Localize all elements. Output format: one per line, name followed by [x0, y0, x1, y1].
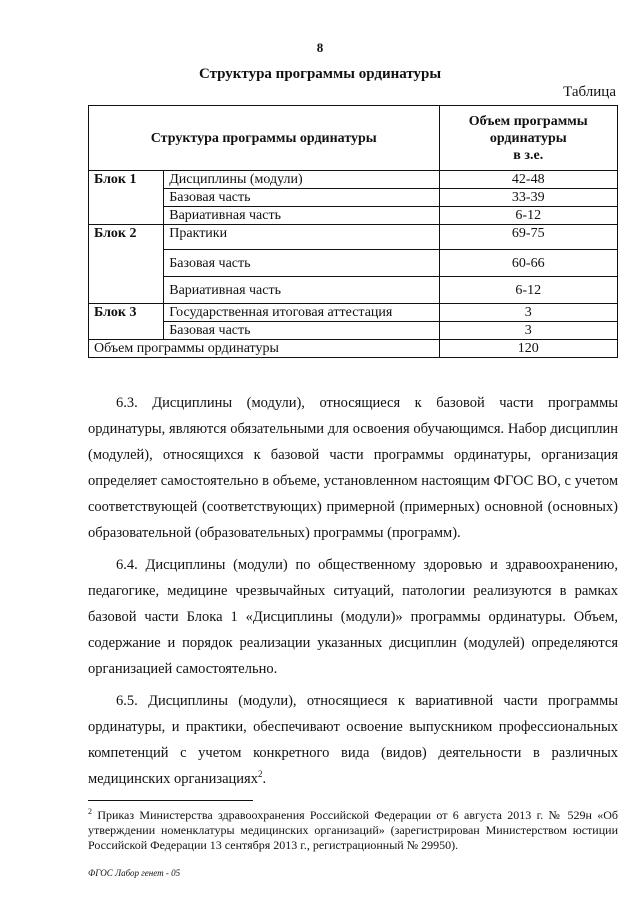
row-value: 6-12: [439, 207, 618, 225]
row-name: Базовая часть: [164, 322, 439, 340]
row-name: Вариативная часть: [164, 207, 439, 225]
paragraph-6-3: 6.3. Дисциплины (модули), относящиеся к базовой части программы ординатуры, являются обязательными для освоения обучающимся. Набор дисциплин (модулей), относящихся к базовой части программы ординатуры, организация определяет самостоятельно в объеме, установленном настоящим ФГОС ВО, с учетом соответствующей (соответствующих) примерной (примерных) основной (основных) образовательной (образовательных) программы (программ).: [88, 395, 618, 541]
program-structure-table: [88, 105, 618, 358]
row-value: 3: [439, 322, 618, 340]
block-1-label: Блок 1: [89, 171, 164, 225]
row-value: 42-48: [439, 171, 618, 189]
row-name: Государственная итоговая аттестация: [164, 304, 439, 322]
paragraph-6-5-text: 6.5. Дисциплины (модули), относящиеся к вариативной части программы ординатуры, и практики, обеспечивают освоение выпускником профессиональных компетенций с учетом конкретного вида (видов) деятельности в различных медицинских организациях: [88, 693, 618, 787]
paragraph-6-4: 6.4. Дисциплины (модули) по общественному здоровью и здравоохранению, педагогике, медицине чрезвычайных ситуаций, патологии реализуются в рамках базовой части Блока 1 «Дисциплины (модули)» программы ординатуры. Объем, содержание и порядок реализации указанных дисциплин (модулей) определяются организацией самостоятельно.: [88, 557, 618, 677]
table-row: [89, 207, 618, 225]
table-total-row: [89, 340, 618, 358]
table-row: [89, 277, 618, 304]
row-name: Практики: [164, 225, 439, 250]
table-row: [89, 304, 618, 322]
row-name: Вариативная часть: [164, 277, 439, 304]
block-3-label: Блок 3: [89, 304, 164, 340]
footnote-marker: 2: [88, 807, 92, 816]
document-title: Структура программы ординатуры: [198, 66, 442, 82]
table-row: [89, 171, 618, 189]
table-row: [89, 189, 618, 207]
paragraph-6-5: 6.5. Дисциплины (модули), относящиеся к вариативной части программы ординатуры, и практики, обеспечивают освоение выпускником профессиональных компетенций с учетом конкретного вида (видов) деятельности в различных медицинских организациях$^2$.: [88, 693, 618, 787]
footnote-text: Приказ Министерства здравоохранения Российской Федерации от 6 августа 2013 г. № 529н «Об утверждении номенклатуры медицинских организаций» (зарегистрирован Министерством юстиции Российской Федерации 13 сентября 2013 г., регистрационный № 29950).: [88, 808, 619, 852]
table-row: [89, 225, 618, 250]
table-row: [89, 250, 618, 277]
footnote: [88, 808, 618, 853]
row-value: 60-66: [439, 250, 618, 277]
table-row: [89, 322, 618, 340]
row-name: Дисциплины (модули): [164, 171, 439, 189]
row-value: 69-75: [439, 225, 618, 250]
footnote-reference[interactable]: 2: [257, 769, 263, 780]
header-volume-line2: ординатуры: [489, 130, 567, 146]
row-name: Базовая часть: [164, 189, 439, 207]
header-volume: [439, 106, 618, 171]
row-value: 3: [439, 304, 618, 322]
row-name: Базовая часть: [164, 250, 439, 277]
footnote-divider: [88, 800, 253, 801]
total-label: Объем программы ординатуры: [89, 340, 440, 358]
block-2-label: Блок 2: [89, 225, 164, 304]
table-header-row: [89, 106, 618, 171]
header-volume-line1: Объем программы: [468, 113, 588, 129]
header-structure: Структура программы ординатуры: [89, 106, 440, 171]
total-value: 120: [439, 340, 618, 358]
footer-mark: ФГОС Лабор генет - 05: [88, 868, 181, 878]
page-number: 8: [316, 40, 324, 55]
row-value: 33-39: [439, 189, 618, 207]
body-text: [88, 390, 618, 798]
table-label: Таблица: [563, 84, 616, 100]
row-value: 6-12: [439, 277, 618, 304]
header-volume-line3: в з.е.: [513, 147, 544, 163]
